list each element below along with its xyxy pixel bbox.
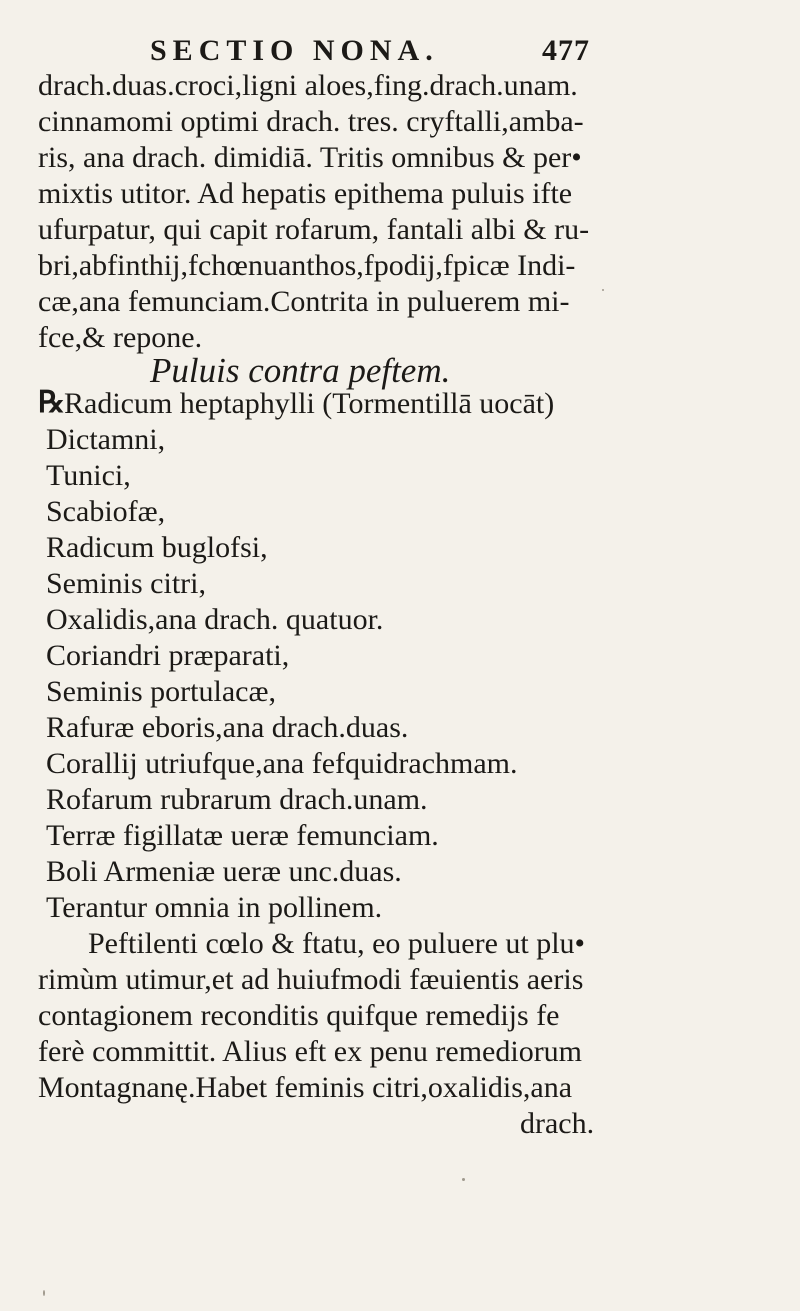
recipe-line-15: Terantur omnia in pollinem. [46, 891, 383, 924]
recipe-line-13: Terræ figillatæ ueræ femunciam. [46, 819, 439, 852]
recipe-line-12: Rofarum rubrarum drach.unam. [46, 783, 428, 816]
paper-speck [43, 1290, 45, 1296]
closing-line-4: ferè committit. Alius eft ex penu remediorum [38, 1035, 583, 1068]
closing-line-1: Peftilenti cœlo & ftatu, eo puluere ut plu• [88, 927, 586, 960]
recipe-line-11: Corallij utriufque,ana fefquidrachmam. [46, 747, 518, 780]
recipe-line-14: Boli Armeniæ ueræ unc.duas. [46, 855, 402, 888]
recipe-line-9: Seminis portulacæ, [46, 675, 276, 708]
recipe-line-10: Rafuræ eboris,ana drach.duas. [46, 711, 409, 744]
text-line-8: fce,& repone. [38, 321, 203, 354]
text-line-5: ufurpatur, qui capit rofarum, fantali albi & ru- [38, 213, 590, 246]
recipe-line-6: Seminis citri, [46, 567, 206, 600]
recipe-line-8: Coriandri præparati, [46, 639, 290, 672]
recipe-symbol: ℞ [38, 386, 65, 419]
recipe-line-2: Dictamni, [46, 423, 166, 456]
recipe-line-5: Radicum buglofsi, [46, 531, 268, 564]
running-head: SECTIO NONA. [150, 34, 439, 67]
recipe-line-7: Oxalidis,ana drach. quatuor. [46, 603, 384, 636]
paper-speck [602, 289, 604, 291]
text-line-7: cæ,ana femunciam.Contrita in puluerem mi- [38, 285, 570, 318]
page-number: 477 [542, 34, 590, 67]
text-line-4: mixtis utitor. Ad hepatis epithema puluis ifte [38, 177, 573, 210]
closing-line-6: drach. [520, 1107, 595, 1140]
section-title: Puluis contra peftem. [150, 351, 451, 390]
recipe-line-4: Scabiofæ, [46, 495, 166, 528]
closing-line-2: rimùm utimur,et ad huiufmodi fæuientis aeris [38, 963, 584, 996]
text-line-3: ris, ana drach. dimidiā. Tritis omnibus & per• [38, 141, 582, 174]
recipe-line-1: Radicum heptaphylli (Tormentillā uocāt) [64, 387, 555, 420]
text-line-1: drach.duas.croci,ligni aloes,fing.drach.unam. [38, 69, 578, 102]
closing-line-3: contagionem reconditis quifque remedijs fe [38, 999, 560, 1032]
text-line-6: bri,abfinthij,fchœnuanthos,fpodij,fpicæ Indi- [38, 249, 576, 282]
recipe-line-3: Tunici, [46, 459, 131, 492]
closing-line-5: Montagnanę.Habet feminis citri,oxalidis,ana [38, 1071, 573, 1104]
paper-speck [462, 1178, 465, 1181]
text-line-2: cinnamomi optimi drach. tres. cryftalli,amba- [38, 105, 584, 138]
